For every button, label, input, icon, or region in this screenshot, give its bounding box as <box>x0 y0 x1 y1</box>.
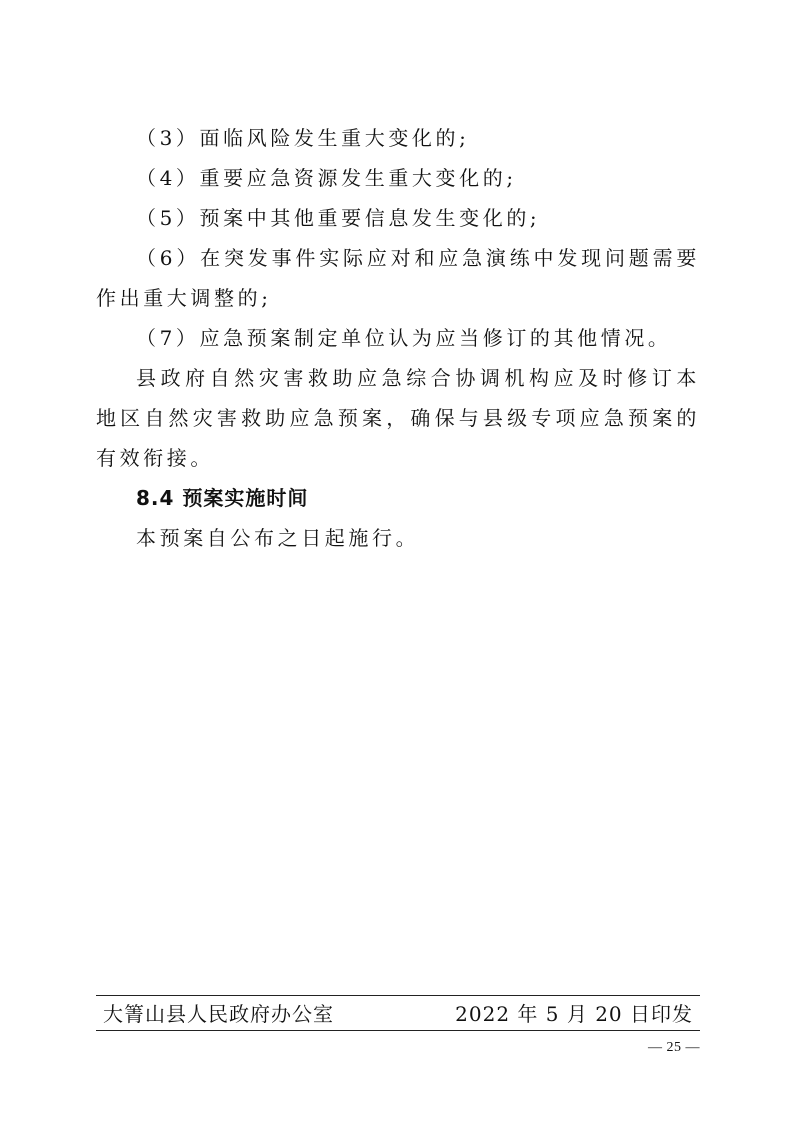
footer-top-rule <box>96 995 700 996</box>
list-item-6: （6）在突发事件实际应对和应急演练中发现问题需要作出重大调整的; <box>96 246 700 310</box>
document-body <box>96 118 700 558</box>
list-item-3: （3）面临风险发生重大变化的; <box>136 126 470 150</box>
list-item-7: （7）应急预案制定单位认为应当修订的其他情况。 <box>136 326 672 350</box>
list-item-5: （5）预案中其他重要信息发生变化的; <box>136 206 541 230</box>
footer-bottom-rule <box>96 1030 700 1031</box>
page-number: — 25 — <box>648 1040 700 1055</box>
list-item-4: （4）重要应急资源发生重大变化的; <box>136 166 517 190</box>
issue-date: 2022 年 5 月 20 日印发 <box>455 1002 693 1026</box>
section-paragraph: 本预案自公布之日起施行。 <box>136 526 420 550</box>
issuer-name: 大箐山县人民政府办公室 <box>103 1002 334 1026</box>
section-heading: 8.4 预案实施时间 <box>136 486 309 510</box>
closing-paragraph: 县政府自然灾害救助应急综合协调机构应及时修订本地区自然灾害救助应急预案，确保与县级专项应急预案的有效衔接。 <box>96 366 700 470</box>
